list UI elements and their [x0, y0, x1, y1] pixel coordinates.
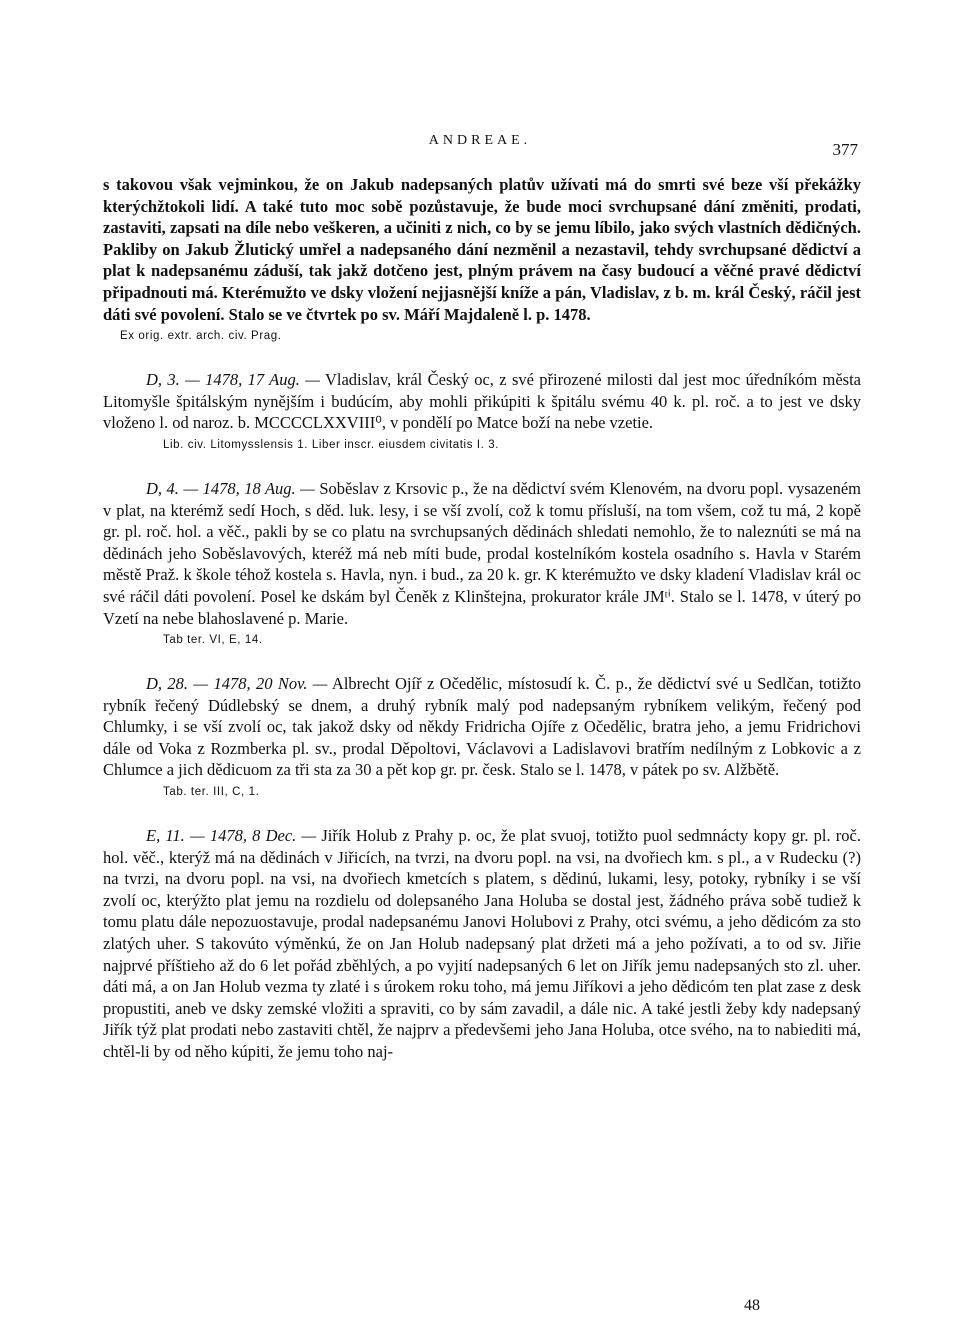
entry-d3 [103, 369, 861, 453]
continuation-paragraph: s takovou však vejminkou, že on Jakub nadepsaných platův užívati má do smrti své beze vší překážky kterýchžtokoli lidí. A také tuto moc sobě pozůstavuje, že bude moci svrchupsané dání změniti, prodati, zastaviti, zapsati na díle nebo veškeren, a učiniti z nich, co by se jemu líbilo, jako svých vlastních dědičných. Pakliby on Jakub Žlutický umřel a nadepsaného dání nezměnil a nezastavil, tehdy svrchupsané dědictví a plat k nadepsanému záduší, tak jakž dotčeno jest, plným právem na časy budoucí a věčné pravé dědictví připadnouti má. Kterémužto ve dsky vložení nejjasnější kníže a pán, Vladislav, z b. m. král Český, ráčil jest dáti své povolení. Stalo se ve čtvrtek po sv. Máří Majdaleně l. p. 1478. [103, 175, 861, 324]
entry-text: Soběslav z Krsovic p., že na dědictví svém Klenovém, na dvoru popl. vysazeném v plat, na kterémž sedí Hoch, s děd. luk. lesy, i se vší zvolí, což k tomu přísluší, na tom všem, což tu má, 2 kopě gr. pl. roč. hol. a věč., pakli by se co platu na svrchupsaných dědinách shledati nemohlo, že to naleznúti se má na dědinách jeho Soběslavových, kteréž má neb míti bude, prodal kostelníkóm kostela osadního s. Havla v Starém městě Praž. k škole téhož kostela s. Havla, nyn. i bud., za 20 k. gr. K kterémužto ve dsky kladení Vladislav král oc své ráčil dáti povolení. Posel ke dskám byl Čeněk z Klinštejna, prokurator krále JMᵗⁱ. Stalo se l. 1478, v úterý po Vzetí na nebe blahoslavené p. Marie. [103, 478, 861, 628]
source-note: Ex orig. extr. arch. civ. Prag. [120, 330, 282, 343]
signature-mark: 48 [744, 1297, 760, 1314]
entry-reference: D, 4. — 1478, 18 Aug. — [146, 478, 315, 498]
source-note: Lib. civ. Litomysslensis 1. Liber inscr. eiusdem civitatis I. 3. [163, 438, 500, 451]
entry-reference: E, 11. — 1478, 8 Dec. — [146, 826, 317, 846]
running-title: ANDREAE. [428, 133, 532, 148]
entry-paragraph [103, 478, 861, 629]
entry-text: Albrecht Ojíř z Očedělic, místosudí k. Č. p., že dědictví své u Sedlčan, totižto rybník řečený Dúdlebský se dnem, a druhý rybník malý pod nadepsaným rybníkem velikým, řečený pod Chlumky, i se vší zvolí oc, tak jakož dsky od někdy Fridricha Ojíře z Očedělic, bratra jeho, a jemu Fridrichovi dále od Voka z Rozmberka pl. sv., prodal Děpoltovi, Václavovi a Ladislavovi bratřím nedílným z Lobkovic a z Chlumce a jich dědicuom za tři sta za 30 a pět kop gr. pr. česk. Stalo se l. 1478, v pátek po sv. Alžbětě. [103, 674, 862, 780]
page-body [103, 174, 861, 1063]
entry-d28 [103, 673, 861, 800]
entry-reference: D, 3. — 1478, 17 Aug. — [146, 370, 320, 390]
entry-text: Jiřík Holub z Prahy p. oc, že plat svuoj, totižto puol sedmnácty kopy gr. pl. roč. hol. věč., kterýž má na dědinách v Jiřicích, na tvrzi, na dvoru popl. na vsi, na dvořiech km. s pl., a v Rudecku (?) na tvrzi, na dvoru popl. na vsi, na dvořiech kmetcích s platem, s dědinú, lukami, lesy, potoky, rybníky i se vší zvolí oc, kterýžto plat jemu na rozdielu od dolepsaného Jana Holuba se dostal jest, žádného práva sobě tudiež k tomu platu dále nepozuostavuje, prodal nadepsanému Janovi Holubovi z Prahy, otci svému, a jeho dědicóm za sto zlatých uher. S takovúto výměnkú, že on Jan Holub nadepsaný plat držeti má a jeho požívati, a to od sv. Jiřie najprvé příštieho až do 6 let pořád zběhlých, a po vyjití nadepsaných 6 let on Jiřík jemu nadepsaných sto zl. uher. dáti má, a on Jan Holub vezma ty zlaté i s úrokem roku toho, má jemu Jiříkovi a jeho dědicóm ten plat zase z desk propustiti, aneb ve dsky zemské vložiti a spraviti, co by sám zavadil, a dále nic. A také jestli žeby kdy nadepsaný Jiřík týž plat prodati nebo zastaviti chtěl, že najprv a předevšemi jeho Jana Holuba, otce svého, na to nabiediti má, chtěl-li by od něho kúpiti, že jemu toho naj- [103, 826, 861, 1061]
entry-paragraph [103, 825, 861, 1063]
page-number: 377 [832, 140, 858, 159]
entry-reference: D, 28. — 1478, 20 Nov. — [146, 674, 328, 694]
entry-paragraph [103, 369, 861, 434]
entry-d4 [103, 478, 861, 648]
entry-text: Vladislav, král Český oc, z své přirozené milosti dal jest moc úředníkóm města Litomyšle špitálským nynějším i budúcím, aby mohli přikúpiti k špitálu svému 40 k. pl. roč. a to jest ve dsky vloženo l. od naroz. b. MCCCCLXXVIII⁰, v pondělí po Matce boží na nebe vzetie. [103, 370, 861, 433]
source-note: Tab. ter. III, C, 1. [163, 786, 260, 799]
entry-paragraph [103, 673, 861, 781]
entry-e11 [103, 825, 861, 1063]
source-note: Tab ter. VI, E, 14. [163, 634, 263, 647]
